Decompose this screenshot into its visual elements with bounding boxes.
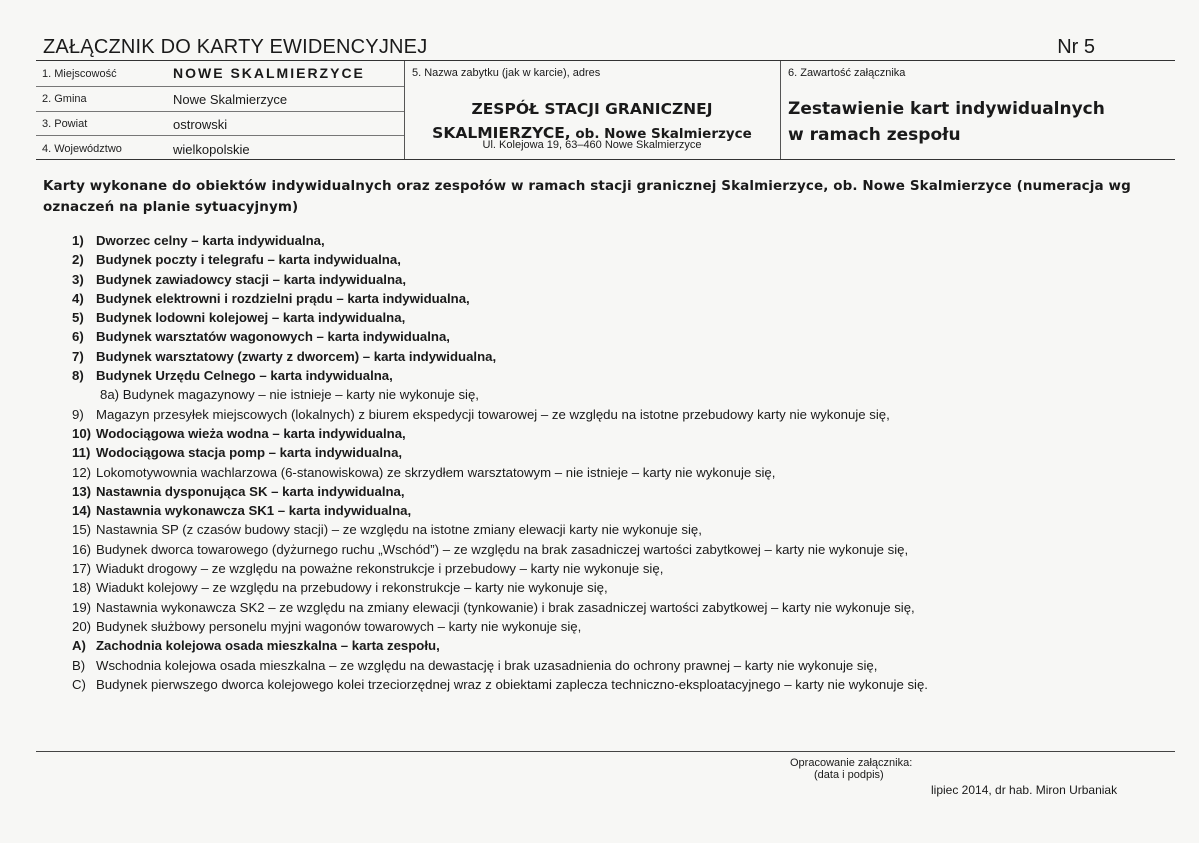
table-bottom-rule <box>36 159 1175 160</box>
county-value: ostrowski <box>173 117 228 132</box>
list-subitem: 8a) Budynek magazynowy – nie istnieje – karty nie wykonuje się, <box>100 387 479 403</box>
column-divider-1 <box>404 61 405 159</box>
list-item: 6) Budynek warsztatów wagonowych – karta indywidualna, <box>72 329 450 345</box>
column-divider-2 <box>780 61 781 159</box>
prepared-by-label: Opracowanie załącznika: <box>790 757 913 769</box>
voivodeship-value: wielkopolskie <box>173 142 250 157</box>
objects-list <box>72 231 1172 694</box>
commune-value: Nowe Skalmierzyce <box>173 92 288 107</box>
content-line1: Zestawienie kart indywidualnych <box>788 99 1105 119</box>
list-item: 2) Budynek poczty i telegrafu – karta indywidualna, <box>72 252 401 268</box>
document-number: Nr 5 <box>1057 36 1095 58</box>
list-item: 4) Budynek elektrowni i rozdzielni prądu – karta indywidualna, <box>72 290 470 306</box>
locality-value: NOWE SKALMIERZYCE <box>173 65 365 81</box>
row-divider-3 <box>36 135 404 136</box>
list-item: C) Budynek pierwszego dworca kolejowego kolei trzeciorzędnej wraz z obiektami zaplecza techniczno-eksploatacyjnego – karty nie wykonuje się. <box>72 676 928 692</box>
list-item: 17) Wiadukt drogowy – ze względu na poważne rekonstrukcje i przebudowy – karty nie wykonuje się, <box>72 561 664 577</box>
monument-label: 5. Nazwa zabytku (jak w karcie), adres <box>412 67 601 79</box>
monument-address: Ul. Kolejowa 19, 63–460 Nowe Skalmierzyce <box>482 139 702 151</box>
county-label: 3. Powiat <box>42 118 88 130</box>
prepared-by-sublabel: (data i podpis) <box>814 769 884 781</box>
header-table <box>36 61 1175 159</box>
commune-label: 2. Gmina <box>42 93 87 105</box>
monument-name-main: SKALMIERZYCE, <box>432 124 571 142</box>
intro-paragraph: Karty wykonane do obiektów indywidualnych oraz zespołów w ramach stacji granicznej Skalmierzyce, ob. Nowe Skalmierzyce (numeracja wg oznaczeń na planie sytuacyjnym) <box>43 178 1131 215</box>
list-item: 14) Nastawnia wykonawcza SK1 – karta indywidualna, <box>72 503 412 519</box>
content-line2: w ramach zespołu <box>788 125 961 145</box>
list-item: 13) Nastawnia dysponująca SK – karta indywidualna, <box>72 483 405 499</box>
list-item: 20) Budynek służbowy personelu myjni wagonów towarowych – karty nie wykonuje się, <box>72 618 582 634</box>
list-item: 7) Budynek warsztatowy (zwarty z dworcem) – karta indywidualna, <box>72 348 497 364</box>
locality-label: 1. Miejscowość <box>42 68 117 80</box>
list-item: 16) Budynek dworca towarowego (dyżurnego ruchu „Wschód”) – ze względu na brak zasadniczej wartości zabytkowej – karty nie wykonuje się, <box>72 541 909 557</box>
list-item: 9) Magazyn przesyłek miejscowych (lokalnych) z biurem ekspedycji towarowej – ze względu na istotne przebudowy karty nie wykonuje się, <box>72 406 890 422</box>
voivodeship-label: 4. Województwo <box>42 143 122 155</box>
list-item: 12) Lokomotywownia wachlarzowa (6-stanowiskowa) ze skrzydłem warsztatowym – nie istnieje – karty nie wykonuje się, <box>72 464 776 480</box>
list-item: 19) Nastawnia wykonawcza SK2 – ze względu na zmiany elewacji (tynkowanie) i brak zasadniczej wartości zabytkowej – karty nie wykonuje się, <box>72 599 915 615</box>
list-item: 11) Wodociągowa stacja pomp – karta indywidualna, <box>72 445 403 461</box>
document-title: ZAŁĄCZNIK DO KARTY EWIDENCYJNEJ <box>43 36 428 58</box>
list-item: A) Zachodnia kolejowa osada mieszkalna – karta zespołu, <box>72 638 440 654</box>
row-divider-1 <box>36 86 404 87</box>
list-item: 3) Budynek zawiadowcy stacji – karta indywidualna, <box>72 271 407 287</box>
monument-name-line1: ZESPÓŁ STACJI GRANICZNEJ <box>471 100 713 118</box>
list-item: 15) Nastawnia SP (z czasów budowy stacji) – ze względu na istotne zmiany elewacji karty nie wykonuje się, <box>72 522 702 538</box>
list-item: B) Wschodnia kolejowa osada mieszkalna – ze względu na dewastację i brak uzasadnienia do ochrony prawnej – karty nie wykonuje się, <box>72 657 878 673</box>
list-item: 1) Dworzec celny – karta indywidualna, <box>72 233 325 248</box>
content-description <box>788 96 1168 148</box>
content-label: 6. Zawartość załącznika <box>788 67 906 79</box>
footer-rule <box>36 751 1175 752</box>
row-divider-2 <box>36 111 404 112</box>
list-item: 5) Budynek lodowni kolejowej – karta indywidualna, <box>72 310 406 326</box>
signature: lipiec 2014, dr hab. Miron Urbaniak <box>931 783 1118 797</box>
monument-name-current: ob. Nowe Skalmierzyce <box>570 126 752 142</box>
list-item: 8) Budynek Urzędu Celnego – karta indywidualna, <box>72 368 393 384</box>
list-item: 18) Wiadukt kolejowy – ze względu na przebudowy i rekonstrukcje – karty nie wykonuje się, <box>72 580 608 596</box>
list-item: 10) Wodociągowa wieża wodna – karta indywidualna, <box>72 425 406 441</box>
